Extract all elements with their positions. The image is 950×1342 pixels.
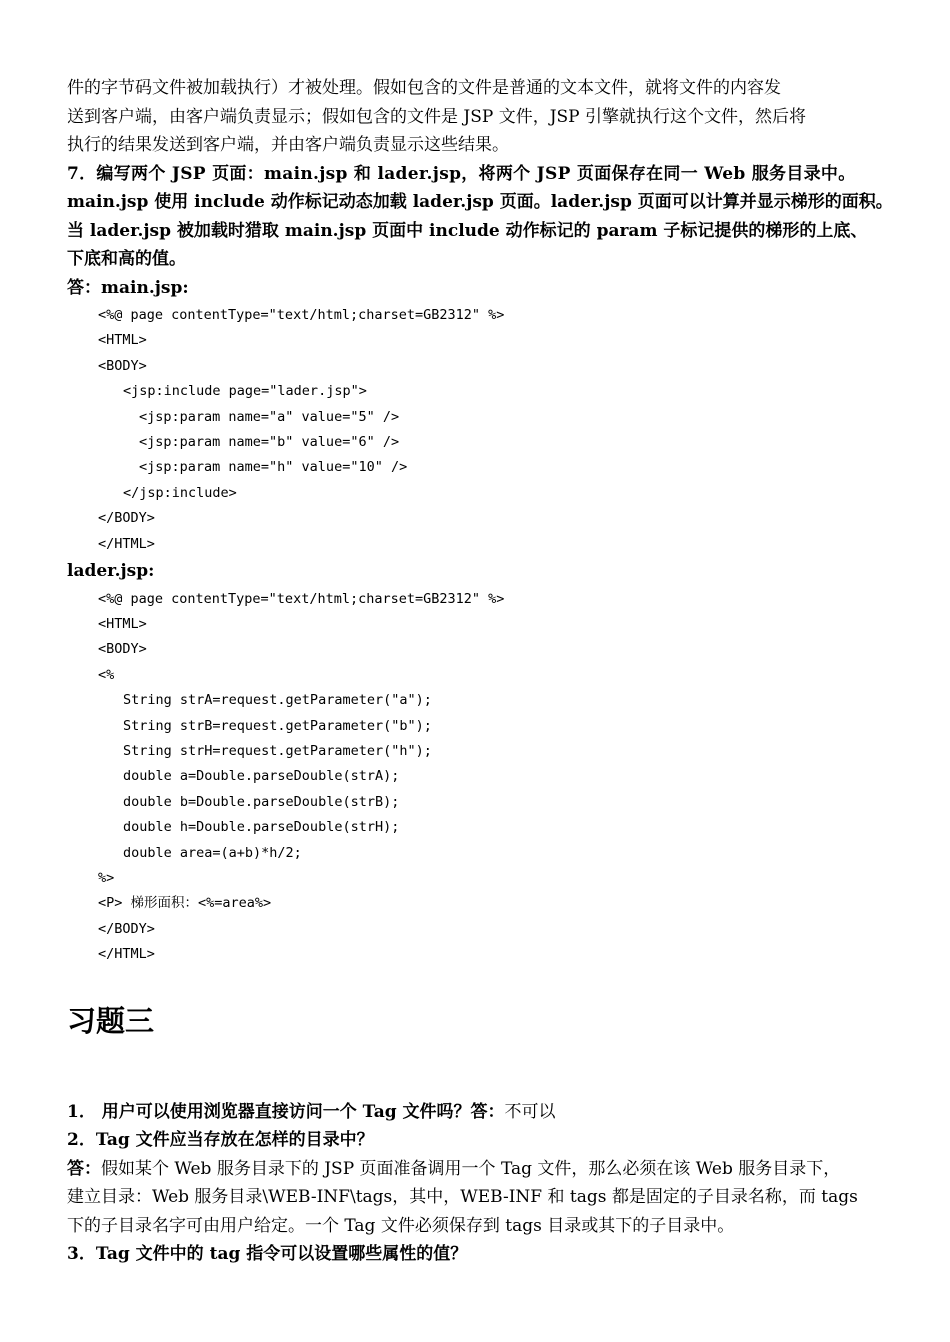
code-line: String strA=request.getParameter("a"); bbox=[123, 692, 432, 709]
intro-line-1: 件的字节码文件被加载执行）才被处理。假如包含的文件是普通的文本文件，就将文件的内容发 bbox=[67, 78, 781, 98]
exercise-3 bbox=[67, 1098, 897, 1269]
ex3-q2-answer-line-1 bbox=[67, 1155, 897, 1184]
document-page bbox=[67, 74, 897, 1269]
code-line: %> bbox=[98, 870, 115, 887]
code-line: <%@ page contentType="text/html;charset=GB2312" %> bbox=[98, 590, 505, 607]
ex3-question-3: 3．Tag 文件中的 tag 指令可以设置哪些属性的值？ bbox=[67, 1244, 468, 1265]
lader-label: lader.jsp: bbox=[67, 561, 155, 582]
question-7-line-3: 当 lader.jsp 被加载时猎取 main.jsp 页面中 include 动作标记的 param 子标记提供的梯形的上底、 bbox=[67, 220, 868, 241]
section-title: 习题三 bbox=[67, 1003, 155, 1038]
ex3-q2-answer-line-2: 建立目录：Web 服务目录\WEB-INF\tags，其中，WEB-INF 和 tags 都是固定的子目录名称，而 tags bbox=[67, 1187, 858, 1208]
code-line: <BODY> bbox=[98, 641, 147, 658]
ex3-q1-question: 1． 用户可以使用浏览器直接访问一个 Tag 文件吗？答： bbox=[67, 1101, 505, 1122]
ex3-q2-answer-text: 假如某个 Web 服务目录下的 JSP 页面准备调用一个 Tag 文件，那么必须在该 Web 服务目录下， bbox=[101, 1158, 841, 1179]
code-line: <jsp:param name="b" value="6" /> bbox=[139, 434, 400, 451]
code-line: </HTML> bbox=[98, 535, 155, 552]
code-line: double b=Double.parseDouble(strB); bbox=[123, 793, 400, 810]
ex3-q2-answer-line-3: 下的子目录名字可由用户给定。一个 Tag 文件必须保存到 tags 目录或其下的子目录中。 bbox=[67, 1215, 735, 1236]
question-7-line-4: 下底和高的值。 bbox=[67, 249, 186, 269]
code-line: <% bbox=[98, 666, 115, 683]
code-line: double area=(a+b)*h/2; bbox=[123, 844, 302, 861]
code-line: String strB=request.getParameter("b"); bbox=[123, 717, 432, 734]
code-line: <BODY> bbox=[98, 357, 147, 374]
code-line: <jsp:param name="a" value="5" /> bbox=[139, 408, 400, 425]
ex3-question-1 bbox=[67, 1098, 897, 1127]
intro-line-2: 送到客户端，由客户端负责显示；假如包含的文件是 JSP 文件，JSP 引擎就执行这个文件，然后将 bbox=[67, 106, 807, 127]
code-line: <%@ page contentType="text/html;charset=GB2312" %> bbox=[98, 307, 505, 323]
code-line: String strH=request.getParameter("h"); bbox=[123, 743, 432, 759]
intro-line-3: 执行的结果发送到客户端，并由客户端负责显示这些结果。 bbox=[67, 135, 509, 155]
code-line: double a=Double.parseDouble(strA); bbox=[123, 768, 400, 785]
code-line: <HTML> bbox=[98, 615, 147, 632]
ex3-q1-answer: 不可以 bbox=[504, 1101, 556, 1122]
code-line: </HTML> bbox=[98, 946, 155, 963]
code-line: </BODY> bbox=[98, 920, 155, 937]
ex3-question-2: 2．Tag 文件应当存放在怎样的目录中？ bbox=[67, 1130, 374, 1151]
code-line: </BODY> bbox=[98, 510, 155, 527]
code-line: <jsp:include page="lader.jsp"> bbox=[123, 383, 367, 400]
lader-jsp-code bbox=[67, 587, 897, 968]
question-7-line-1: 7．编写两个 JSP 页面：main.jsp 和 lader.jsp，将两个 JSP 页面保存在同一 Web 服务目录中。 bbox=[67, 163, 856, 184]
code-line: </jsp:include> bbox=[123, 484, 237, 501]
answer-main-label: 答：main.jsp: bbox=[67, 277, 189, 298]
code-line: double h=Double.parseDouble(strH); bbox=[123, 819, 400, 836]
ex3-q2-answer-label: 答： bbox=[67, 1158, 101, 1179]
code-line: <jsp:param name="h" value="10" /> bbox=[139, 459, 408, 476]
code-line: <HTML> bbox=[98, 332, 147, 349]
question-7-line-2: main.jsp 使用 include 动作标记动态加载 lader.jsp 页面。lader.jsp 页面可以计算并显示梯形的面积。 bbox=[67, 192, 893, 212]
main-jsp-code bbox=[67, 303, 897, 557]
code-line: <P> 梯形面积：<%=area%> bbox=[98, 895, 272, 912]
